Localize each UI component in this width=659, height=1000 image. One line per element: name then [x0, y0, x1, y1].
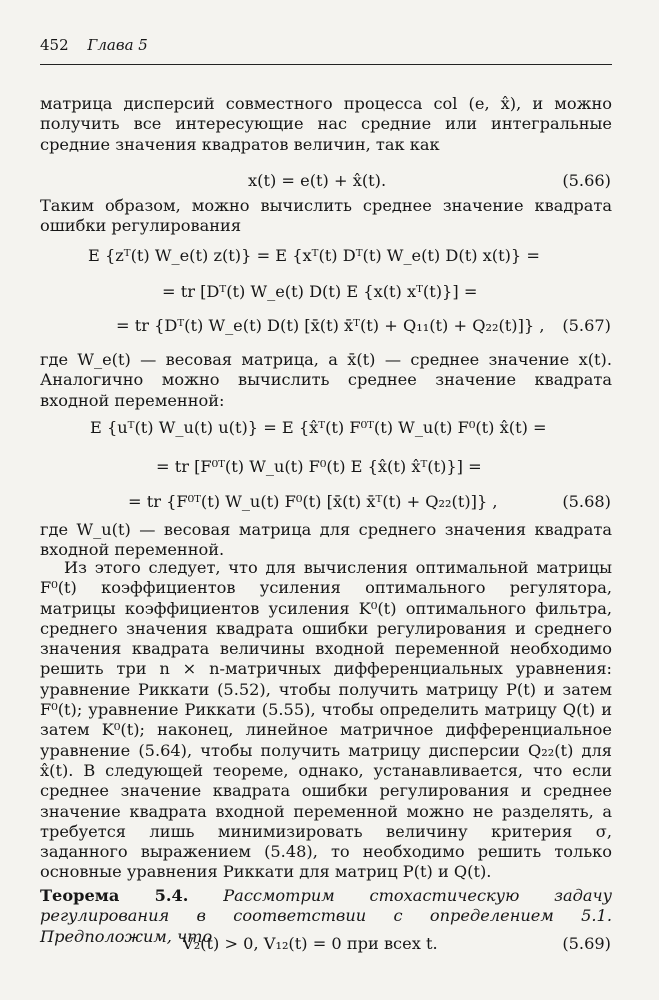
equation-number-5-66: (5.66): [562, 171, 611, 190]
paragraph-4: где W_u(t) — весовая матрица для среднего значения квадрата входной переменной.: [40, 520, 612, 560]
paragraph-3: где W_e(t) — весовая матрица, а x̄(t) — среднее значение x(t). Аналогично можно вычислить среднее значение квадрата входной переменной:: [40, 350, 612, 410]
equation-number-5-67: (5.67): [562, 316, 611, 335]
paragraph-5: Из этого следует, что для вычисления оптимальной матрицы F⁰(t) коэффициентов усиления оптимального регулятора, матрицы коэффициентов усиления K⁰(t) оптимального фильтра, среднего значения квадрата ошибки регулирования и среднего значения квадрата величины входной переменной необходимо решить три n × n-матричных дифференциальных уравнения: уравнение Риккати (5.52), чтобы получить матрицу P(t) и затем F⁰(t); уравнение Риккати (5.55), чтобы определить матрицу Q(t) и затем K⁰(t); наконец, линейное матричное дифференциальное уравнение (5.64), чтобы получить матрицу дисперсии Q₂₂(t) для x̂(t). В следующей теореме, однако, устанавливается, что если среднее значение квадрата ошибки регулирования и среднее значение квадрата входной переменной можно не разделять, а требуется лишь минимизировать величину критерия σ, заданного выражением (5.48), то необходимо решить только основные уравнения Риккати для матриц P(t) и Q(t).: [40, 558, 612, 882]
equation-5-68-line-2: = tr [F⁰ᵀ(t) W_u(t) F⁰(t) E {x̂(t) x̂ᵀ(t)}] =: [156, 457, 482, 476]
equation-number-5-69: (5.69): [562, 934, 611, 953]
theorem-label: Теорема 5.4.: [40, 886, 189, 905]
chapter-title: Глава 5: [87, 36, 148, 54]
theorem-text: Рассмотрим стохастическую задачу регулирования в соответствии с определением 5.1. Предположим, что: [40, 886, 612, 946]
equation-5-69: V₂(t) > 0, V₁₂(t) = 0 при всех t.: [182, 934, 438, 953]
equation-5-68-line-1: E {uᵀ(t) W_u(t) u(t)} = E {x̂ᵀ(t) F⁰ᵀ(t) W_u(t) F⁰(t) x̂(t) =: [90, 418, 547, 437]
paragraph-2: Таким образом, можно вычислить среднее значение квадрата ошибки регулирования: [40, 196, 612, 236]
paragraph-1: матрица дисперсий совместного процесса col (e, x̂), и можно получить все интересующие нас средние или интегральные средние значения квадратов величин, так как: [40, 94, 612, 154]
equation-5-67-line-1: E {zᵀ(t) W_e(t) z(t)} = E {xᵀ(t) Dᵀ(t) W_e(t) D(t) x(t)} =: [88, 246, 540, 265]
equation-5-67-line-3: = tr {Dᵀ(t) W_e(t) D(t) [x̄(t) x̄ᵀ(t) + Q₁₁(t) + Q₂₂(t)]} ,: [116, 316, 545, 335]
equation-5-68-line-3: = tr {F⁰ᵀ(t) W_u(t) F⁰(t) [x̄(t) x̄ᵀ(t) + Q₂₂(t)]} ,: [128, 492, 498, 511]
header-rule: [40, 64, 612, 65]
equation-5-67-line-2: = tr [Dᵀ(t) W_e(t) D(t) E {x(t) xᵀ(t)}] =: [162, 282, 478, 301]
equation-number-5-68: (5.68): [562, 492, 611, 511]
page-number: 452: [40, 36, 69, 54]
page-header: [40, 36, 148, 54]
equation-5-66: x(t) = e(t) + x̂(t).: [248, 171, 387, 190]
